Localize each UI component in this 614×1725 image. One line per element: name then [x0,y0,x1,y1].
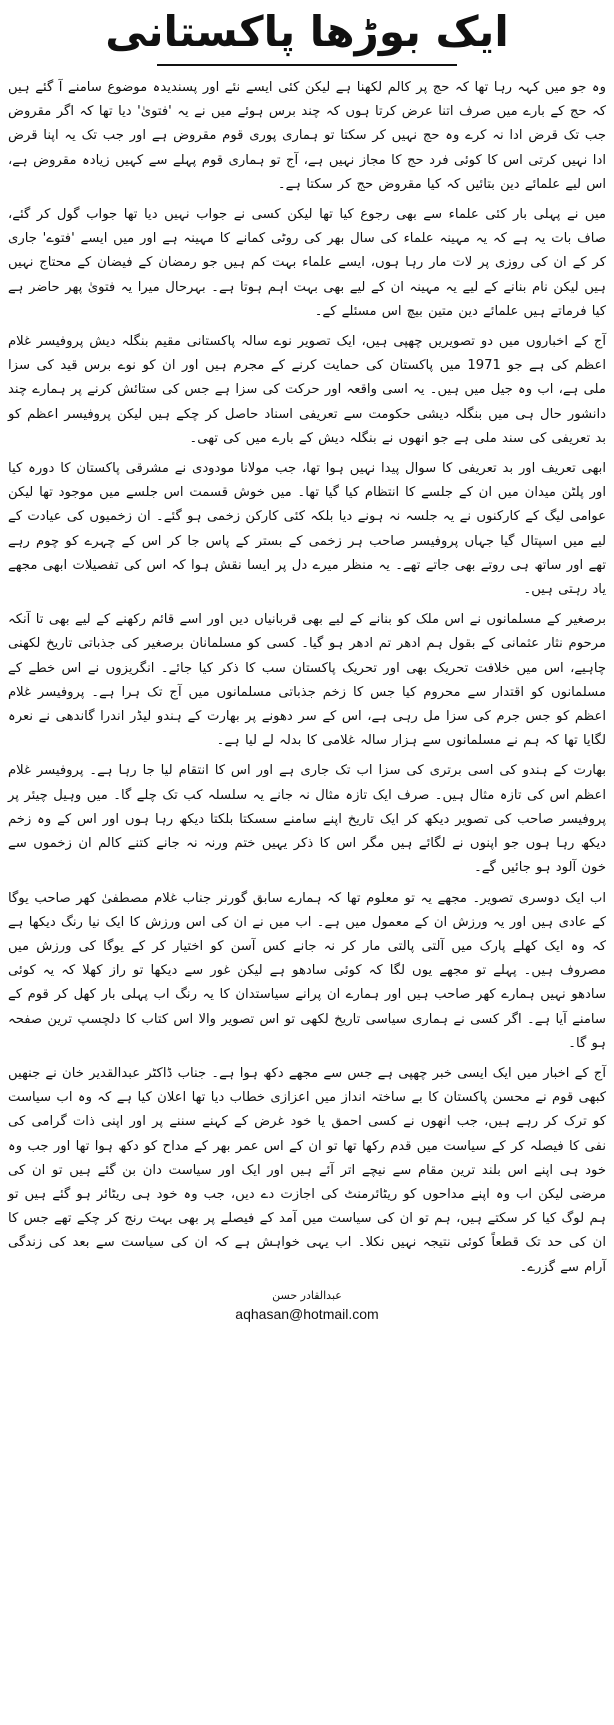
article-paragraph-2: میں نے پہلی بار کئی علماء سے بھی رجوع کیا تھا لیکن کسی نے جواب نہیں دیا تھا جواب گول کر گئے، صاف بات یہ ہے کہ یہ مہینہ علماء کی سال بھر کی روٹی کمانے کا مہینہ ہے اور میں ایسے 'فتوے' جاری کر کے ان کی روزی پر لات مار رہا ہوں، ایسے علماء بہت کم ہیں جو رمضان کے فیضان کے محتاج نہیں ہیں لیکن نام بنانے کے لیے یہ مہینہ ان کے لیے بھی بہت اہم ہوتا ہے۔ بہرحال میرا یہ فتویٰ پھر حاضر ہے کیا فرماتے ہیں علمائے دین متین بیچ اس مسئلے کے۔ [8,207,606,319]
article-paragraph-7: اب ایک دوسری تصویر۔ مجھے یہ تو معلوم تھا کہ ہمارے سابق گورنر جناب غلام مصطفیٰ کھر صاحب یوگا کے عادی ہیں اور یہ ورزش ان کے معمول میں ہے۔ اب میں نے ان کی اس ورزش کا ایک نیا رنگ دیکھا ہے کہ وہ ایک کھلے پارک میں آلتی پالتی مار کر نہ جانے کس آسن کو اختیار کر کے یوگا کی ورزش میں مصروف ہیں۔ پہلے تو مجھے یوں لگا کہ کوئی سادھو ہے لیکن غور سے دیکھا تو راز کھلا کہ یہ کوئی سادھو نہیں ہمارے کھر صاحب ہیں اور ہمارے ان پرانے سیاستدان کا یہ رنگ اب پہلی بار کھل کر قوم کے سامنے آیا ہے۔ اگر کسی نے ہماری سیاسی تاریخ لکھی تو اس تصویر والا اس کتاب کا دلچسپ ترین صفحہ ہو گا۔ [8,890,606,1051]
article-body [8,76,606,1280]
article-paragraph-3: آج کے اخباروں میں دو تصویریں چھپی ہیں، ایک تصویر نوے سالہ پاکستانی مقیم بنگلہ دیش پروفیسر غلام اعظم کی ہے جو 1971 میں پاکستان کی حمایت کرنے کے مجرم ہیں اور ان کو نوے برس قید کی سزا ملی ہے، اب وہ جیل میں ہیں۔ یہ اسی واقعہ اور حرکت کی سزا ہے جس کی ستائش کرنے پر ہمارے چند دانشور حال ہی میں بنگلہ دیشی حکومت سے تعریفی اسناد حاصل کر چکے ہیں لیکن پروفیسر اعظم کو بد تعریفی کی سند ملی ہے جو انھوں نے بنگلہ دیش کے بارے میں کی تھی۔ [8,334,606,446]
article-paragraph-5: برصغیر کے مسلمانوں نے اس ملک کو بنانے کے لیے بھی قربانیاں دیں اور اسے قائم رکھنے کے لیے بھی تا آنکہ مرحوم نثار عثمانی کے بقول ہم ادھر تم ادھر ہو گیا۔ کسی کو مسلمانان برصغیر کی جذباتی تاریخ لکھنی چاہیے، اس میں خلافت تحریک بھی اور تحریک پاکستان سب کا ذکر کیا جائے۔ انگریزوں نے اس خطے کے مسلمانوں کو اقتدار سے محروم کیا جس کا زخم جذباتی مسلمانوں میں آج تک ہرا ہے۔ پروفیسر غلام اعظم کو جس جرم کی سزا مل رہی ہے، اس کے سر دھونے پر بھارت کے ہندو لیڈر اندرا گاندھی نے نعرہ لگایا تھا کہ ہم نے مسلمانوں سے ہزار سالہ غلامی کا بدلہ لے لیا ہے۔ [8,612,606,749]
article-paragraph-1: وہ جو میں کہہ رہا تھا کہ حج پر کالم لکھنا ہے لیکن کئی ایسے نئے اور پسندیدہ موضوع سامنے آ گئے ہیں کہ حج کے بارے میں صرف اتنا عرض کرتا ہوں کہ چند برس ہوئے میں نے یہ 'فتویٰ' دیا تھا کہ اگر مقروض جب تک قرض ادا نہ کرے وہ حج نہیں کر سکتا تو ہماری پوری قوم مقروض ہے اور جب تک یہ اپنا قرض ادا نہیں کرتی اس کا کوئی فرد حج کا مجاز نہیں ہے، آج تو ہماری قوم پہلے سے کہیں زیادہ مقروض ہے، اس لیے علمائے دین بتائیں کہ کیا مقروض حج کر سکتا ہے۔ [8,80,606,192]
author-email: aqhasan@hotmail.com [235,1305,379,1322]
author-name: عبدالقادر حسن [272,1288,342,1302]
article-paragraph-4: ابھی تعریف اور بد تعریفی کا سوال پیدا نہیں ہوا تھا، جب مولانا مودودی نے مشرقی پاکستان کا دورہ کیا اور پلٹن میدان میں ان کے جلسے کا انتظام کیا گیا تھا۔ میں خوش قسمت اس جلسے میں موجود تھا لیکن عوامی لیگ کے کارکنوں نے یہ جلسہ نہ ہونے دیا بلکہ کئی کارکن زخمی ہو گئے۔ ان زخمیوں کی عیادت کے لیے میں اسپتال گیا جہاں پروفیسر صاحب ہر زخمی کے بستر کے پاس جا کر اس کے چہرے کو چوم رہے تھے اور ساتھ ہی روتے بھی جاتے تھے۔ یہ منظر میرے دل پر ایسا نقش ہوا کہ اس کی تفصیلات ابھی مجھے یاد رہتی ہیں۔ [8,461,606,598]
article-paragraph-6: بھارت کے ہندو کی اسی برتری کی سزا اب تک جاری ہے اور اس کا انتقام لیا جا رہا ہے۔ پروفیسر غلام اعظم اس کی تازہ مثال ہیں۔ صرف ایک تازہ مثال نہ جانے یہ سلسلہ کب تک چلے گا۔ میں وہیل چیئر پر پروفیسر صاحب کی تصویر دیکھ کر ایک تاریخ اپنے سامنے سسکتا بلکتا دیکھ رہا ہوں اور اس کے وہ زخم دیکھ رہا ہوں جو اپنوں نے لگائے ہیں مگر اس کا ذکر یہیں ختم ورنہ نہ جانے کتنے کالم ان زخموں سے خون آلود ہو جائیں گے۔ [8,763,606,876]
headline-underline [157,64,457,66]
article-paragraph-8: آج کے اخبار میں ایک ایسی خبر چھپی ہے جس سے مجھے دکھ ہوا ہے۔ جناب ڈاکٹر عبدالقدیر خان نے جنھیں کبھی قوم نے محسن پاکستان کا بے ساختہ انداز میں اعزازی خطاب دیا تھا اعلان کیا ہے کہ وہ اب سیاست کو ترک کر رہے ہیں، جب انھوں نے کسی احمق یا خود غرض کے کہنے سننے پر اور اپنی ذات گرامی کی نفی کا فیصلہ کر کے سیاست میں قدم رکھا تھا تو ان کے اس عمر بھر کے مداح کو دکھ ہوا تھا اور جب وہ خود ہی اپنے اس بلند ترین مقام سے نیچے اتر آئے ہیں اور ایک اور سیاست دان بن گئے ہیں تو ان کی مرضی لیکن اب وہ اپنے مداحوں کو ریٹائرمنٹ کی اجازت دے دیں، جب وہ خود ہی ریٹائر ہو گئے ہیں تو ہم لوگ کیا کر سکتے ہیں، ہم تو ان کی سیاست میں آمد کے فیصلے پر بھی بہت رنج کر چکے تھے جس کا ان کی حد تک قطعاً کوئی نتیجہ نہیں نکلا۔ اب یہی خواہش ہے کہ ان کی سیاست سے بعد کی زندگی آرام سے گزرے۔ [8,1065,606,1275]
article-headline: ایک بوڑھا پاکستانی [105,7,509,56]
